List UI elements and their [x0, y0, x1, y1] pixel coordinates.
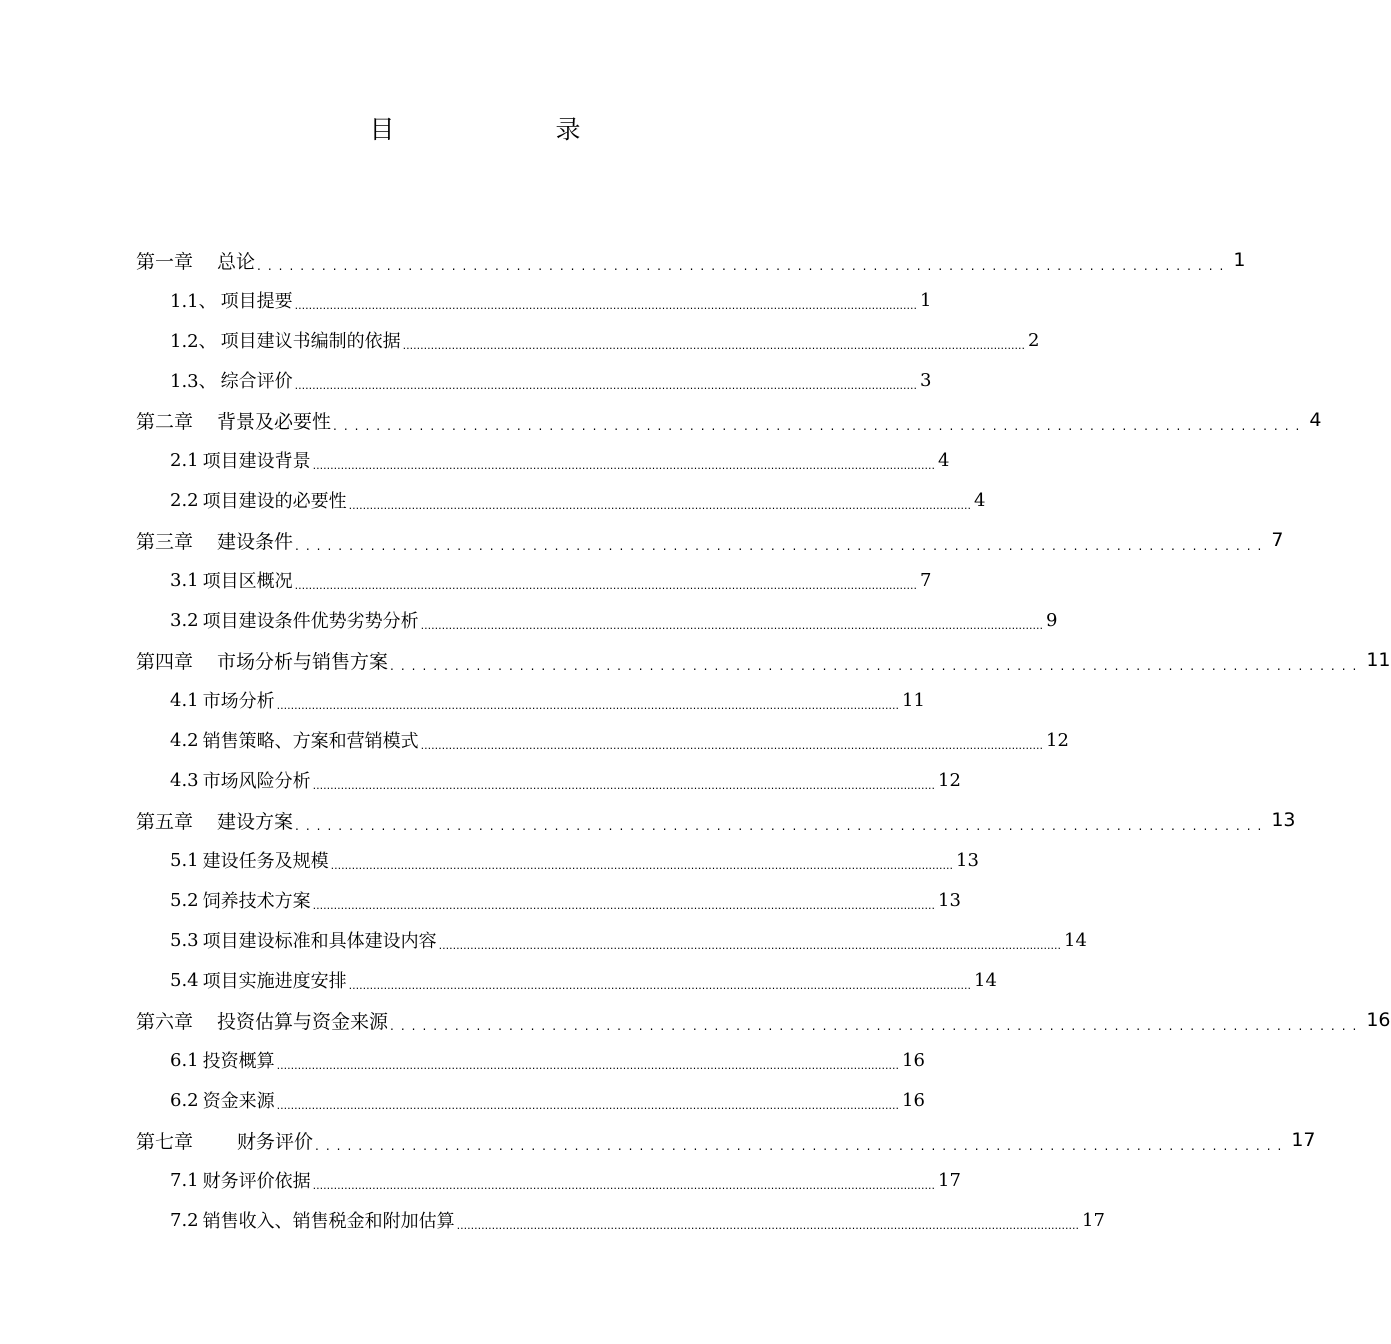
toc-leader: ..................................................................................................................................................................................	[294, 579, 918, 592]
toc-entry-chapter-5[interactable]	[0, 800, 1296, 840]
toc-entry-section-5-1[interactable]	[0, 840, 979, 880]
toc-entry-section-2-2[interactable]	[0, 480, 986, 520]
toc-section-number: 4.3	[170, 769, 199, 791]
toc-leader: ..................................................................................................................................................................................	[294, 379, 918, 392]
toc-section-number: 1.3、	[170, 371, 217, 392]
table-of-contents	[0, 240, 1391, 1240]
toc-leader: ..........................................................................................	[390, 1019, 1364, 1033]
toc-chapter-title: 投资估算与资金来源	[217, 1010, 389, 1033]
toc-section-title: 项目提要	[220, 291, 293, 312]
toc-section-number: 4.1	[170, 689, 199, 711]
toc-section-number: 2.2	[170, 489, 199, 511]
toc-leader: ..................................................................................................................................................................................	[420, 739, 1044, 752]
toc-section-number: 7.2	[170, 1209, 199, 1231]
toc-section-title: 投资概算	[202, 1051, 275, 1072]
toc-page-number: 13	[938, 889, 961, 911]
toc-section-number: 6.2	[170, 1089, 199, 1111]
toc-leader: ..........................................................................................	[315, 1139, 1289, 1153]
toc-chapter-title: 背景及必要性	[217, 410, 332, 433]
toc-section-title: 项目建设的必要性	[202, 491, 347, 512]
toc-page-number: 11	[1366, 649, 1391, 671]
toc-chapter-number: 第六章	[136, 1010, 194, 1033]
toc-chapter-title: 总论	[217, 250, 256, 273]
toc-entry-section-2-1[interactable]	[0, 440, 950, 480]
toc-page-number: 12	[938, 769, 961, 791]
toc-page-number: 4	[974, 489, 986, 511]
toc-chapter-number: 第二章	[136, 410, 194, 433]
toc-section-title: 项目建设标准和具体建设内容	[202, 931, 437, 952]
toc-section-title: 市场分析	[202, 691, 275, 712]
toc-chapter-title: 财务评价	[237, 1130, 314, 1153]
toc-section-title: 饲养技术方案	[202, 891, 311, 912]
toc-section-number: 2.1	[170, 449, 199, 471]
toc-page-number: 16	[902, 1089, 925, 1111]
toc-leader: ..................................................................................................................................................................................	[456, 1219, 1080, 1232]
toc-section-number: 5.3	[170, 929, 199, 951]
toc-page-number: 16	[902, 1049, 925, 1071]
toc-section-number: 7.1	[170, 1169, 199, 1191]
toc-entry-section-1-2[interactable]	[0, 320, 1040, 360]
toc-section-title: 财务评价依据	[202, 1171, 311, 1192]
toc-leader: ..........................................................................................	[390, 659, 1364, 673]
toc-entry-section-6-1[interactable]	[0, 1040, 925, 1080]
toc-leader: ..................................................................................................................................................................................	[348, 499, 972, 512]
toc-page-number: 13	[956, 849, 979, 871]
toc-leader: ..................................................................................................................................................................................	[276, 699, 900, 712]
toc-leader: ..................................................................................................................................................................................	[312, 459, 936, 472]
toc-leader: ..................................................................................................................................................................................	[402, 339, 1026, 352]
toc-entry-section-4-2[interactable]	[0, 720, 1069, 760]
toc-section-title: 项目建设条件优势劣势分析	[202, 611, 419, 632]
toc-entry-section-4-3[interactable]	[0, 760, 961, 800]
toc-entry-section-1-3[interactable]	[0, 360, 932, 400]
toc-section-number: 4.2	[170, 729, 199, 751]
toc-section-number: 6.1	[170, 1049, 199, 1071]
toc-section-title: 销售策略、方案和营销模式	[202, 731, 419, 752]
toc-entry-chapter-4[interactable]	[0, 640, 1391, 680]
toc-page-number: 4	[1309, 409, 1322, 431]
toc-leader: ..........................................................................................	[295, 819, 1269, 833]
toc-leader: ..........................................................................................	[257, 259, 1231, 273]
toc-entry-section-4-1[interactable]	[0, 680, 925, 720]
toc-page-number: 17	[1291, 1129, 1316, 1151]
toc-page-number: 2	[1028, 329, 1040, 351]
toc-entry-section-5-2[interactable]	[0, 880, 961, 920]
toc-page-number: 16	[1366, 1009, 1391, 1031]
toc-chapter-number: 第七章	[136, 1130, 194, 1153]
toc-leader: ..................................................................................................................................................................................	[420, 619, 1044, 632]
toc-section-number: 3.1	[170, 569, 199, 591]
toc-leader: ..................................................................................................................................................................................	[330, 859, 954, 872]
toc-entry-section-5-3[interactable]	[0, 920, 1087, 960]
toc-section-title: 项目实施进度安排	[202, 971, 347, 992]
toc-section-number: 5.4	[170, 969, 199, 991]
toc-entry-section-5-4[interactable]	[0, 960, 997, 1000]
toc-leader: ..................................................................................................................................................................................	[312, 899, 936, 912]
toc-leader: ..................................................................................................................................................................................	[294, 299, 918, 312]
toc-chapter-number: 第三章	[136, 530, 194, 553]
toc-entry-section-6-2[interactable]	[0, 1080, 925, 1120]
toc-chapter-number: 第四章	[136, 650, 194, 673]
toc-page-number: 1	[1233, 249, 1246, 271]
toc-section-number: 3.2	[170, 609, 199, 631]
toc-section-title: 销售收入、销售税金和附加估算	[202, 1211, 455, 1232]
toc-entry-chapter-7[interactable]	[0, 1120, 1316, 1160]
toc-page-number: 7	[920, 569, 932, 591]
toc-page-number: 1	[920, 289, 932, 311]
toc-section-title: 综合评价	[220, 371, 293, 392]
toc-entry-section-7-1[interactable]	[0, 1160, 961, 1200]
toc-leader: ..................................................................................................................................................................................	[348, 979, 972, 992]
toc-page-number: 14	[1064, 929, 1087, 951]
page-title: 目 录	[369, 115, 649, 144]
toc-leader: ..................................................................................................................................................................................	[276, 1059, 900, 1072]
toc-page-number: 14	[974, 969, 997, 991]
toc-entry-chapter-1[interactable]	[0, 240, 1246, 280]
toc-section-title: 项目区概况	[202, 571, 293, 592]
toc-section-title: 项目建设背景	[202, 451, 311, 472]
toc-chapter-number: 第五章	[136, 810, 194, 833]
toc-entry-section-3-2[interactable]	[0, 600, 1058, 640]
toc-section-number: 5.1	[170, 849, 199, 871]
toc-leader: ..................................................................................................................................................................................	[276, 1099, 900, 1112]
toc-leader: ..........................................................................................	[295, 539, 1269, 553]
toc-page-number: 7	[1271, 529, 1284, 551]
toc-section-number: 1.1、	[170, 291, 217, 312]
toc-page-number: 17	[1082, 1209, 1105, 1231]
toc-entry-chapter-3[interactable]	[0, 520, 1284, 560]
toc-page-number: 13	[1271, 809, 1296, 831]
toc-page-number: 17	[938, 1169, 961, 1191]
toc-entry-section-7-2[interactable]	[0, 1200, 1105, 1240]
toc-leader: ..................................................................................................................................................................................	[312, 1179, 936, 1192]
toc-page-number: 4	[938, 449, 950, 471]
toc-page-number: 3	[920, 369, 932, 391]
toc-chapter-title: 建设方案	[217, 810, 294, 833]
toc-section-title: 项目建议书编制的依据	[220, 331, 401, 352]
toc-section-title: 建设任务及规模	[202, 851, 329, 872]
toc-section-title: 资金来源	[202, 1091, 275, 1112]
toc-page-number: 12	[1046, 729, 1069, 751]
toc-page-number: 9	[1046, 609, 1058, 631]
toc-section-number: 5.2	[170, 889, 199, 911]
toc-entry-section-3-1[interactable]	[0, 560, 932, 600]
toc-chapter-title: 建设条件	[217, 530, 294, 553]
toc-section-number: 1.2、	[170, 331, 217, 352]
toc-leader: ..................................................................................................................................................................................	[312, 779, 936, 792]
toc-chapter-number: 第一章	[136, 250, 194, 273]
toc-page-number: 11	[902, 689, 925, 711]
toc-leader: ..................................................................................................................................................................................	[438, 939, 1062, 952]
toc-section-title: 市场风险分析	[202, 771, 311, 792]
toc-entry-chapter-6[interactable]	[0, 1000, 1391, 1040]
toc-entry-chapter-2[interactable]	[0, 400, 1322, 440]
toc-leader: ..........................................................................................	[333, 419, 1307, 433]
toc-entry-section-1-1[interactable]	[0, 280, 932, 320]
toc-chapter-title: 市场分析与销售方案	[217, 650, 389, 673]
